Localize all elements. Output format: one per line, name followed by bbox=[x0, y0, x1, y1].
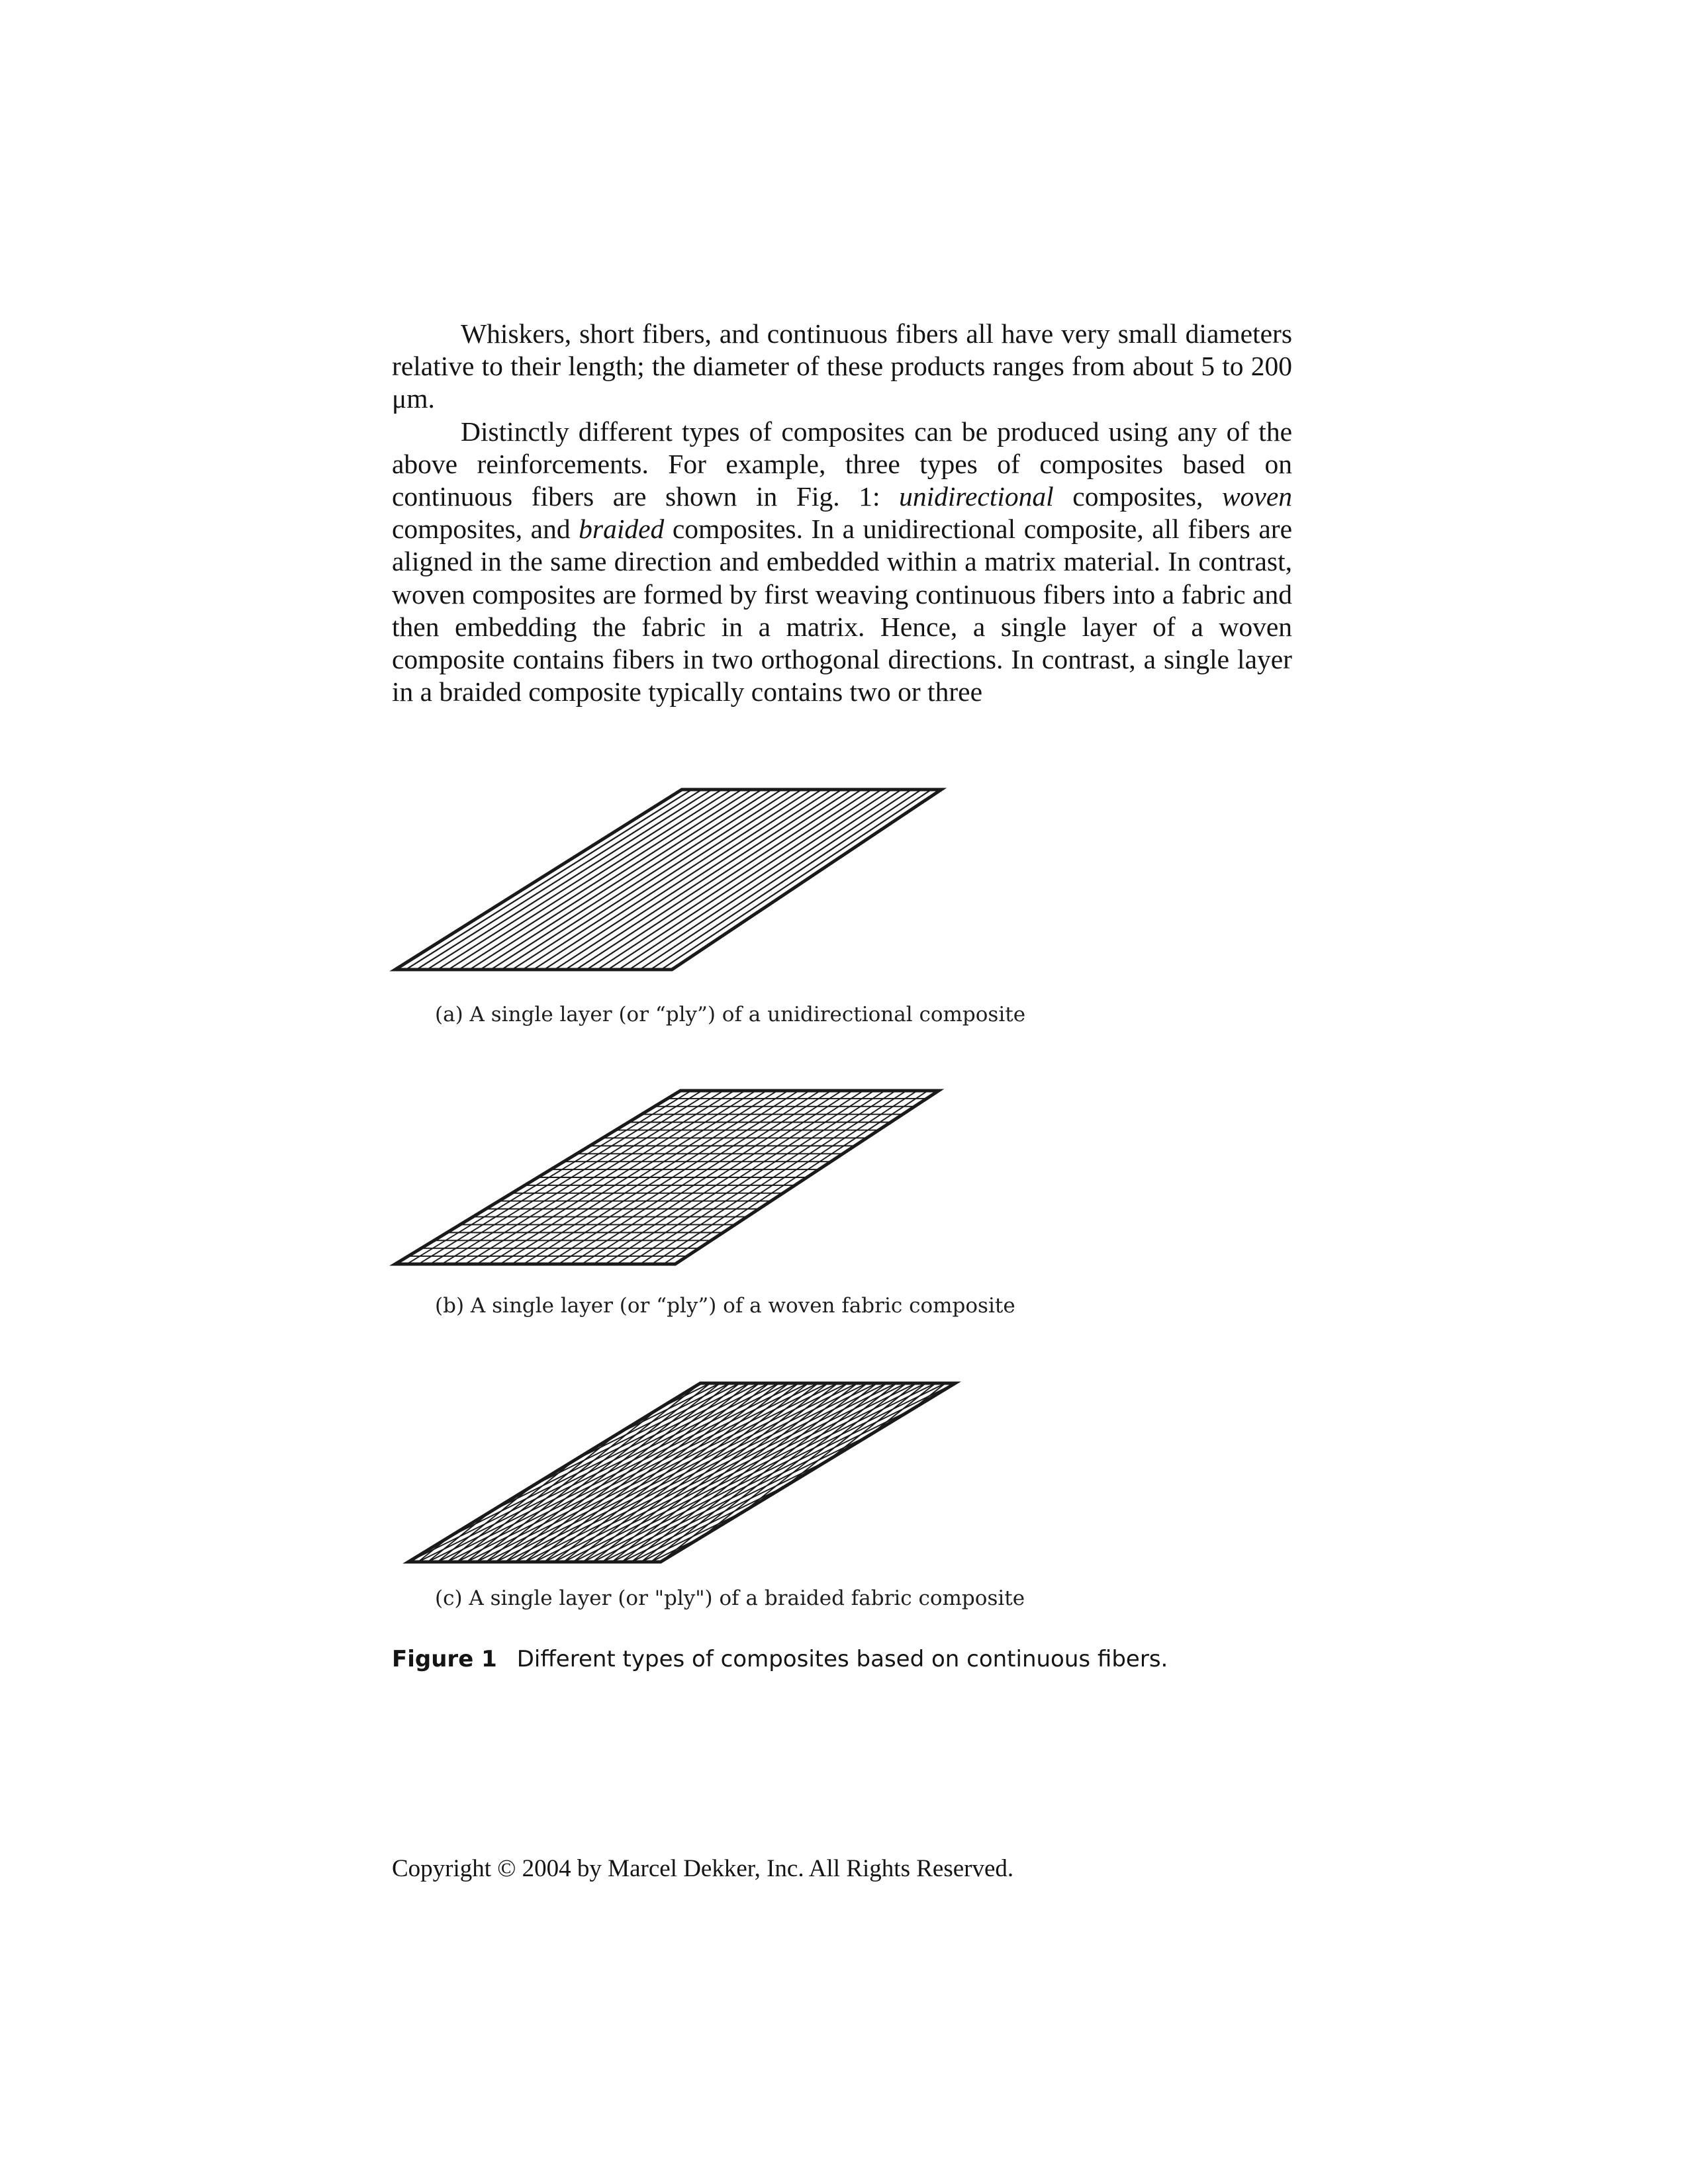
unidirectional-ply-diagram bbox=[384, 781, 1046, 979]
fiber-line bbox=[534, 790, 812, 970]
paragraph-1: Whiskers, short fibers, and continuous fibers all have very small diameters relative to their length; the diameter of these products ranges from about 5 to 200 μm. bbox=[392, 318, 1292, 414]
woven-ply-diagram bbox=[384, 1072, 1046, 1284]
fiber-line bbox=[651, 790, 921, 970]
figure-label: Figure 1 bbox=[392, 1646, 497, 1672]
caption-c: (c) A single layer (or "ply") of a braided fabric composite bbox=[435, 1586, 1025, 1610]
term-woven: woven bbox=[1221, 481, 1293, 512]
fiber-line bbox=[544, 790, 821, 970]
weave-lines bbox=[407, 1091, 928, 1264]
fiber-line bbox=[491, 790, 772, 970]
braided-ply-diagram bbox=[384, 1363, 1046, 1575]
figure-caption-text: Different types of composites based on continuous fibers. bbox=[516, 1646, 1168, 1672]
fiber-line bbox=[512, 790, 792, 970]
fiber-line bbox=[438, 790, 722, 970]
fiber-line bbox=[586, 790, 861, 970]
fiber-line bbox=[459, 790, 741, 970]
caption-b: (b) A single layer (or “ply”) of a woven fabric composite bbox=[435, 1294, 1015, 1318]
fiber-line bbox=[481, 790, 762, 970]
body-text bbox=[392, 318, 1292, 708]
paragraph-2: Distinctly different types of composites can be produced using any of the above reinforcements. For example, three types of composites based on continuous fibers are shown in Fig. 1: unidirectional composites, woven composites, and braided composites. In a unidirectional composite, all fibers are aligned in the same direction and embedded within a matrix material. In contrast, woven composites are formed by first weaving continuous fibers into a fabric and then embedding the fabric in a matrix. Hence, a single layer of a woven composite contains fibers in two orthogonal directions. In contrast, a single layer in a braided composite typically contains two or three bbox=[392, 416, 1293, 707]
fiber-line bbox=[640, 790, 912, 970]
fiber-lines bbox=[406, 790, 931, 970]
fiber-line bbox=[565, 790, 841, 970]
fiber-line bbox=[523, 790, 802, 970]
term-braided: braided bbox=[579, 514, 665, 545]
fiber-line bbox=[661, 790, 931, 970]
braid-lines bbox=[408, 1383, 955, 1562]
copyright-notice: Copyright © 2004 by Marcel Dekker, Inc. All Rights Reserved. bbox=[392, 1855, 1014, 1882]
fiber-line bbox=[448, 790, 731, 970]
term-unidirectional: unidirectional bbox=[899, 481, 1054, 512]
fiber-line bbox=[555, 790, 831, 970]
figure-caption bbox=[392, 1646, 1168, 1672]
caption-a: (a) A single layer (or “ply”) of a unidirectional composite bbox=[435, 1003, 1026, 1026]
